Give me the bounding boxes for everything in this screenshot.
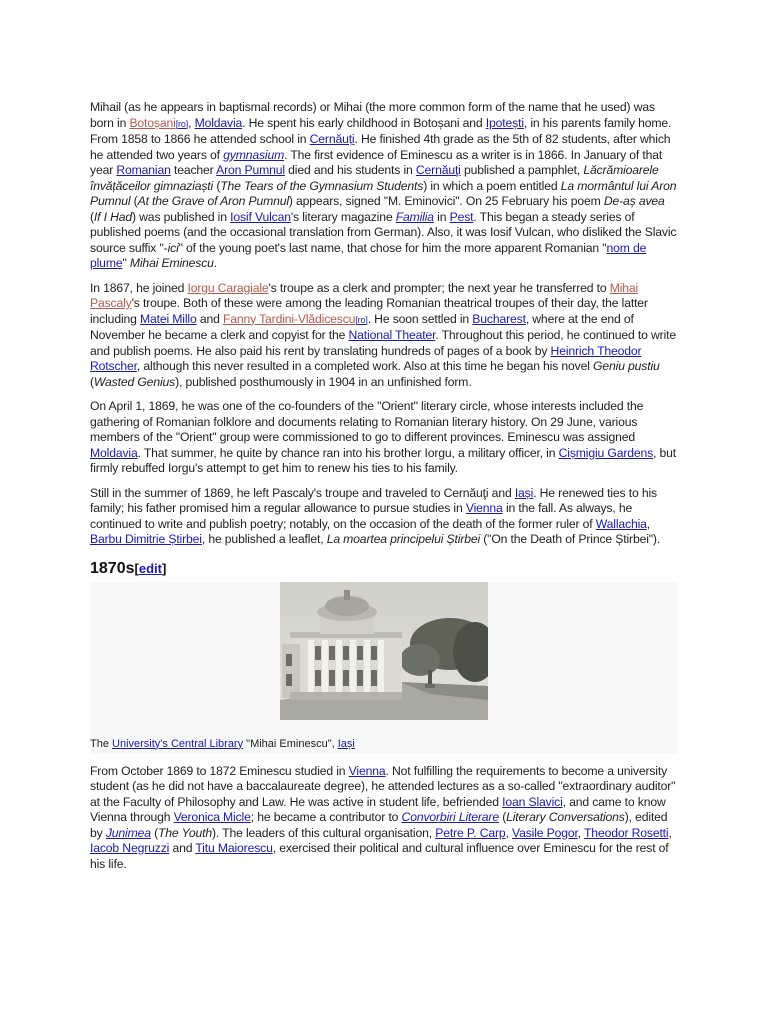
link-ro-botosani[interactable]: [ro] [175, 118, 189, 129]
paragraph-summer-1869: Still in the summer of 1869, he left Pascaly's troupe and traveled to Cernăuţi and Iași. He renewed ties to his family; his father promised him a regular allowance to pursue studies in Vienna in the fall. As always, he continued to write and publish poetry; notably, on the occasion of the death of the former ruler of Wallachia, Barbu Dimitrie Știrbei, he published a leaflet, La moartea principelui Știrbei ("On the Death of Prince Știrbei"). [90, 485, 661, 546]
library-figure [90, 582, 678, 754]
link-national-theater[interactable]: National Theater [348, 328, 436, 342]
paragraph-orient: On April 1, 1869, he was one of the co-founders of the "Orient" literary circle, whose interests included the gathering of Romanian folklore and documents relating to Romanian literary history. On 29 June, various members of the "Orient" group were commissioned to go to different provinces. Eminescu was assigned Moldavia. That summer, he quite by chance ran into his brother Iorgu, a military officer, in Cișmigiu Gardens, but firmly rebuffed Iorgu's attempt to get him to renew his ties to his family. [90, 399, 677, 475]
link-vienna-2[interactable]: Vienna [348, 763, 386, 778]
link-botosani[interactable]: Botoșani [129, 115, 176, 130]
link-fanny-tardini[interactable]: Fanny Tardini-Vlădicescu [222, 311, 356, 326]
section-heading-1870s: 1870s[edit] [90, 559, 167, 577]
link-rotscher[interactable]: Heinrich Theodor Rotscher [90, 343, 642, 373]
link-stirbei[interactable]: Barbu Dimitrie Știrbei [90, 532, 202, 546]
link-nom-de-plume[interactable]: nom de plume [90, 240, 647, 270]
link-moldavia[interactable]: Moldavia [194, 115, 243, 130]
link-titu-maiorescu[interactable]: Titu Maiorescu [195, 841, 273, 855]
article-body [90, 100, 678, 881]
link-convorbiri-literare[interactable]: Convorbiri Literare [401, 810, 499, 824]
link-iasi-caption[interactable]: Iași [337, 737, 355, 750]
link-vasile-pogor[interactable]: Vasile Pogor [512, 825, 578, 840]
link-cismigiu[interactable]: Cișmigiu Gardens [558, 445, 654, 460]
link-iacob-negruzzi[interactable]: Iacob Negruzzi [90, 841, 170, 855]
link-theodor-rosetti[interactable]: Theodor Rosetti [584, 825, 669, 840]
link-central-library[interactable]: University's Central Library [112, 737, 244, 750]
figure-caption: The University's Central Library "Mihai Eminescu", Iași [90, 737, 355, 750]
link-ipotesti[interactable]: Ipotești [485, 115, 524, 130]
link-romanian[interactable]: Romanian [116, 163, 171, 177]
link-vienna[interactable]: Vienna [465, 501, 503, 515]
link-cernauti-2[interactable]: Cernăuţi [415, 163, 461, 177]
library-photo[interactable] [280, 582, 488, 720]
link-wallachia[interactable]: Wallachia [595, 516, 647, 531]
link-moldavia-2[interactable]: Moldavia [90, 445, 138, 460]
link-veronica-micle[interactable]: Veronica Micle [173, 810, 251, 824]
link-pest[interactable]: Pest [449, 209, 474, 224]
link-iosif-vulcan[interactable]: Iosif Vulcan [230, 209, 291, 224]
paragraph-theatre: In 1867, he joined Iorgu Caragiale's troupe as a clerk and prompter; the next year he transferred to Mihai Pascaly's troupe. Both of these were among the leading Romanian theatrical troupes of their day, the latter including Matei Millo and Fanny Tardini-Vlădicescu[ro]. He soon settled in Bucharest, where at the end of November he became a clerk and copyist for the National Theater. Throughout this period, he continued to write and publish poems. He also paid his rent by translating hundreds of pages of a book by Heinrich Theodor Rotscher, although this never resulted in a completed work. Also at this time he began his novel Geniu pustiu (Wasted Genius), published posthumously in 1904 in an unfinished form. [90, 280, 677, 389]
link-familia[interactable]: Familia [395, 209, 434, 224]
link-iasi[interactable]: Iași [514, 485, 534, 500]
link-cernauti[interactable]: Cernăuți [309, 132, 355, 146]
paragraph-birth: Mihail (as he appears in baptismal records) or Mihai (the more common form of the name that he used) was born in Botoșani[ro], Moldavia. He spent his early childhood in Botoșani and Ipotești, in his parents family home. From 1858 to 1866 he attended school in Cernăuți. He finished 4th grade as the 5th of 82 students, after which he attended two years of gymnasium. The first evidence of Eminescu as a writer is in 1866. In January of that year Romanian teacher Aron Pumnul died and his students in Cernăuţi published a pamphlet, Lăcrămioarele învățăceilor gimnaziaști (The Tears of the Gymnasium Students) in which a poem entitled La mormântul lui Aron Pumnul (At the Grave of Aron Pumnul) appears, signed "M. Eminovici". On 25 February his poem De-aș avea (If I Had) was published in Iosif Vulcan's literary magazine Familia in Pest. This began a steady series of published poems (and the occasional translation from German). Also, it was Iosif Vulcan, who disliked the Slavic source suffix "-ici" of the young poet's last name, that chose for him the more apparent Romanian "nom de plume" Mihai Eminescu. [90, 100, 677, 270]
link-ro-fanny[interactable]: [ro] [355, 314, 368, 325]
link-mihai-pascaly[interactable]: Mihai Pascaly [90, 280, 639, 310]
link-gymnasium[interactable]: gymnasium [223, 147, 285, 162]
link-ioan-slavici[interactable]: Ioan Slavici [502, 794, 563, 809]
link-aron-pumnul[interactable]: Aron Pumnul [216, 163, 285, 177]
link-iorgu-caragiale[interactable]: Iorgu Caragiale [187, 280, 269, 295]
paragraph-vienna-studies: From October 1869 to 1872 Eminescu studied in Vienna. Not fulfilling the requirements to become a university student (as he did not have a baccalaureate degree), he attended lectures as a so-called "extraordinary auditor" at the Faculty of Philosophy and Law. He was active in student life, befriended Ioan Slavici, and came to know Vienna through Veronica Micle; he became a contributor to Convorbiri Literare (Literary Conversations), edited by Junimea (The Youth). The leaders of this cultural organisation, Petre P. Carp, Vasile Pogor, Theodor Rosetti, Iacob Negruzzi and Titu Maiorescu, exercised their political and cultural influence over Eminescu for the rest of his life. [90, 763, 676, 871]
link-petre-carp[interactable]: Petre P. Carp [435, 825, 506, 840]
link-bucharest[interactable]: Bucharest [472, 311, 526, 326]
link-junimea[interactable]: Junimea [105, 825, 151, 840]
link-matei-millo[interactable]: Matei Millo [140, 311, 197, 326]
edit-link[interactable]: edit [138, 560, 162, 576]
